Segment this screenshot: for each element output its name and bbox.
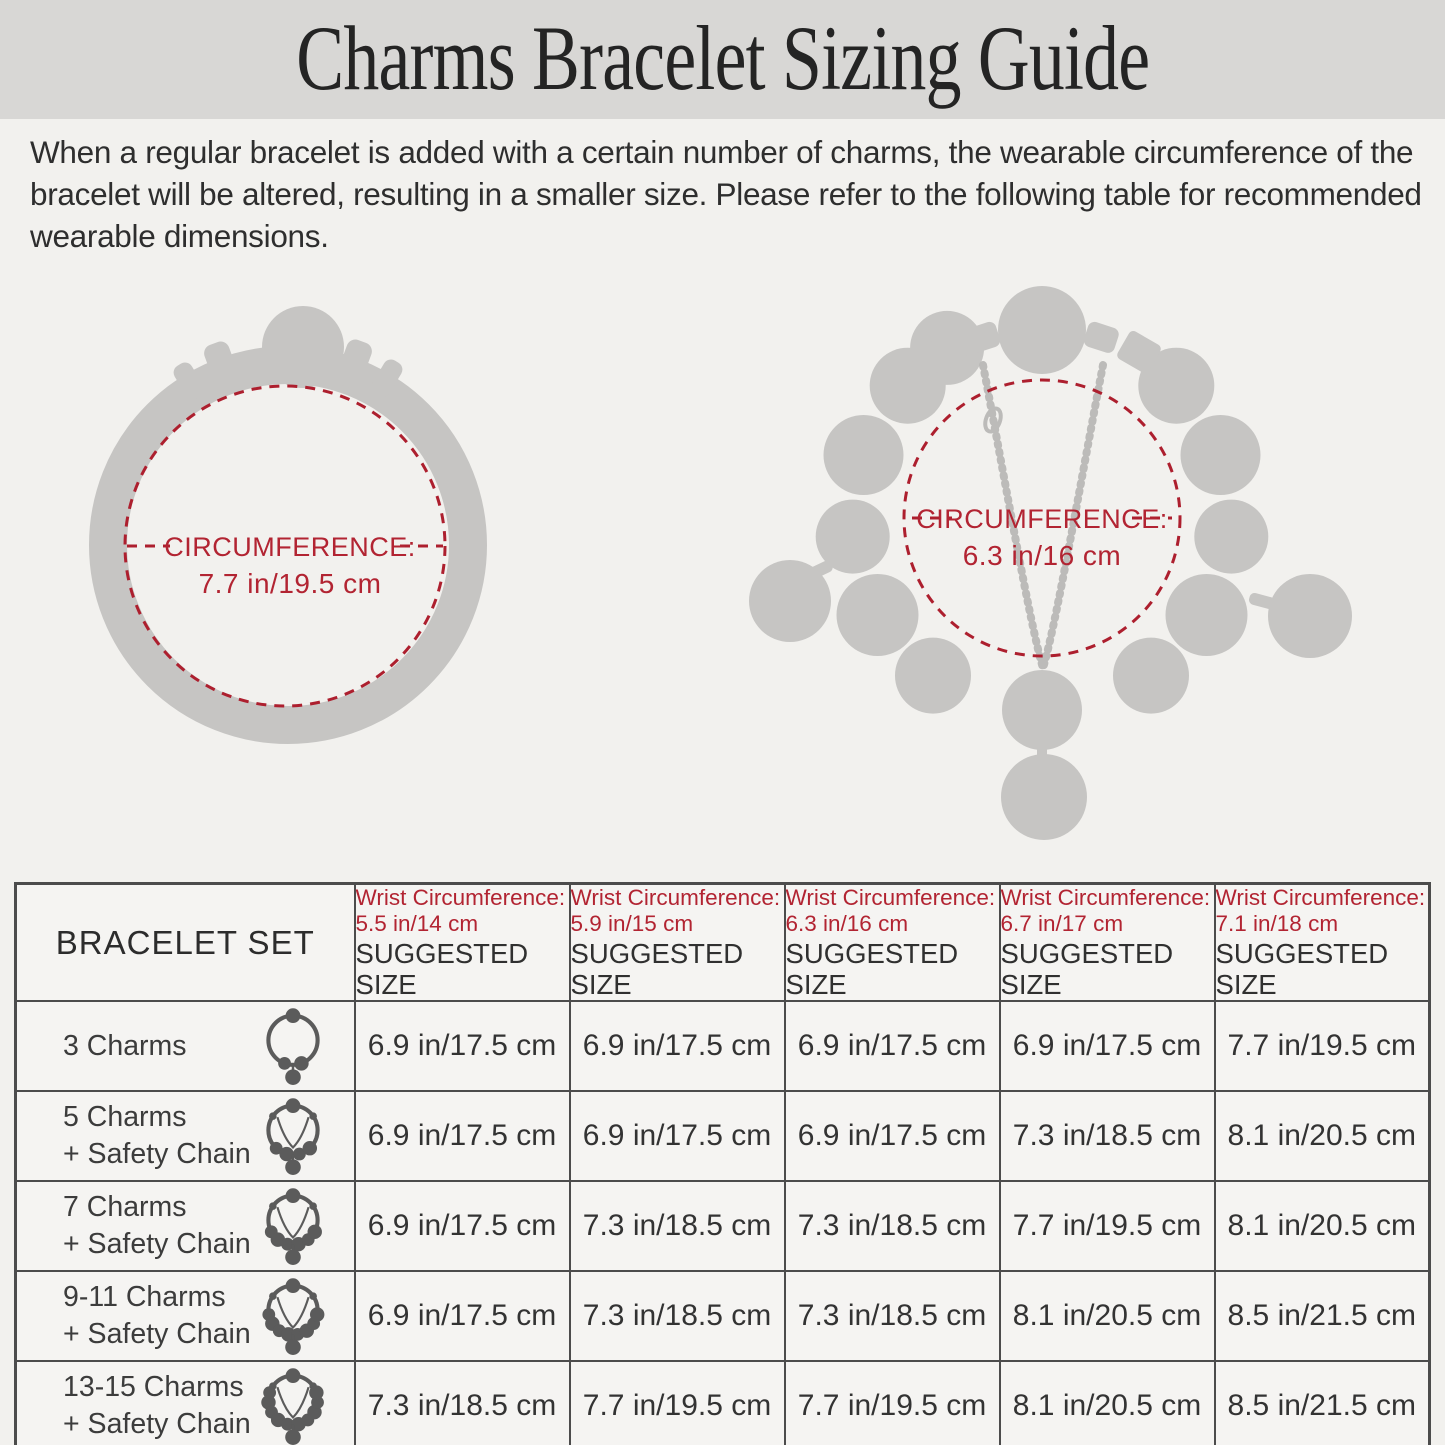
suggested-size-value: 6.9 in/17.5 cm [785,1001,1000,1091]
safety-chain-hook [982,406,1003,433]
circumference-label: CIRCUMFERENCE: [916,504,1168,534]
charm-bracelet-icon [252,1003,334,1089]
dangle-charms [749,559,1352,840]
row-label: 5 Charms [63,1101,187,1133]
suggested-size-label: SUGGESTED SIZE [1215,938,1389,1000]
wrist-circumference-value: 6.7 in/17 cm [1000,910,1124,936]
row-label: 3 Charms [63,1029,187,1062]
bracelet-set-cell [16,1181,355,1271]
wrist-circumference-value: 6.3 in/16 cm [785,910,909,936]
clasp-bead [262,306,344,388]
wrist-circumference-label: Wrist Circumference: [1215,885,1426,910]
column-header [1000,884,1215,1002]
intro-text: When a regular bracelet is added with a certain number of charms, the wearable circumference of the bracelet will be altered, resulting in a smaller size. Please refer to the following table for recommended wearable dimensions. [30,134,1422,254]
circumference-value: 7.7 in/19.5 cm [198,568,382,599]
bracelet-band [108,365,468,725]
row-sublabel: + Safety Chain [63,1228,251,1260]
circumference-dashed-circle [904,380,1180,656]
table-row [16,1361,1430,1445]
circumference-label: CIRCUMFERENCE: [164,532,416,562]
bracelet-diagrams [0,250,1445,880]
table-header-row [16,884,1430,1002]
suggested-size-label: SUGGESTED SIZE [355,938,529,1000]
suggested-size-value: 7.7 in/19.5 cm [1000,1181,1215,1271]
wrist-circumference-label: Wrist Circumference: [355,885,566,910]
bracelet-set-cell [16,1001,355,1091]
row-sublabel: + Safety Chain [63,1318,251,1350]
column-header [570,884,785,1002]
circumference-dashed-circle [125,386,445,706]
suggested-size-value: 8.1 in/20.5 cm [1000,1271,1215,1361]
suggested-size-value: 8.1 in/20.5 cm [1215,1091,1430,1181]
suggested-size-value: 7.3 in/18.5 cm [785,1271,1000,1361]
suggested-size-value: 6.9 in/17.5 cm [355,1091,570,1181]
table-corner-header: BRACELET SET [16,884,355,1002]
wrist-circumference-label: Wrist Circumference: [1000,885,1211,910]
suggested-size-label: SUGGESTED SIZE [570,938,744,1000]
plain-bracelet-diagram [108,306,468,725]
circumference-value: 6.3 in/16 cm [962,540,1122,571]
sizing-table [14,882,1431,1445]
suggested-size-value: 6.9 in/17.5 cm [355,1271,570,1361]
suggested-size-value: 6.9 in/17.5 cm [785,1091,1000,1181]
charm-bracelet-diagram [749,286,1352,840]
suggested-size-value: 8.1 in/20.5 cm [1000,1361,1215,1445]
wrist-circumference-label: Wrist Circumference: [785,885,996,910]
table-row [16,1091,1430,1181]
header-band [0,0,1445,119]
charm-bracelet-icon [252,1183,334,1269]
suggested-size-value: 6.9 in/17.5 cm [570,1091,785,1181]
charm-bracelet-icon [252,1093,334,1179]
charm-beads [816,286,1269,750]
column-header [1215,884,1430,1002]
table-row [16,1001,1430,1091]
table-row [16,1181,1430,1271]
table-row [16,1271,1430,1361]
suggested-size-value: 7.3 in/18.5 cm [355,1361,570,1445]
column-header [355,884,570,1002]
suggested-size-value: 8.5 in/21.5 cm [1215,1361,1430,1445]
charm-bracelet-icon [252,1273,334,1359]
suggested-size-label: SUGGESTED SIZE [785,938,959,1000]
suggested-size-value: 6.9 in/17.5 cm [355,1181,570,1271]
wrist-circumference-label: Wrist Circumference: [570,885,781,910]
suggested-size-value: 7.7 in/19.5 cm [1215,1001,1430,1091]
band-stoppers [171,337,406,402]
row-sublabel: + Safety Chain [63,1138,251,1170]
suggested-size-value: 7.3 in/18.5 cm [570,1271,785,1361]
wrist-circumference-value: 5.9 in/15 cm [570,910,694,936]
suggested-size-value: 7.7 in/19.5 cm [785,1361,1000,1445]
suggested-size-value: 6.9 in/17.5 cm [355,1001,570,1091]
suggested-size-value: 8.1 in/20.5 cm [1215,1181,1430,1271]
safety-chain [983,365,1103,668]
suggested-size-value: 6.9 in/17.5 cm [570,1001,785,1091]
bracelet-set-cell [16,1361,355,1445]
column-header [785,884,1000,1002]
suggested-size-value: 6.9 in/17.5 cm [1000,1001,1215,1091]
bracelet-set-cell [16,1271,355,1361]
suggested-size-value: 7.3 in/18.5 cm [1000,1091,1215,1181]
suggested-size-value: 8.5 in/21.5 cm [1215,1271,1430,1361]
suggested-size-value: 7.3 in/18.5 cm [570,1181,785,1271]
suggested-size-value: 7.3 in/18.5 cm [785,1181,1000,1271]
clasp-links [921,320,1162,375]
row-label: 7 Charms [63,1191,187,1223]
row-label: 9-11 Charms [63,1281,226,1313]
charm-bracelet-icon [252,1363,334,1445]
page-title: Charms Bracelet Sizing Guide [295,6,1149,109]
bracelet-set-cell [16,1091,355,1181]
wrist-circumference-value: 5.5 in/14 cm [355,910,479,936]
suggested-size-value: 7.7 in/19.5 cm [570,1361,785,1445]
wrist-circumference-value: 7.1 in/18 cm [1215,910,1339,936]
suggested-size-label: SUGGESTED SIZE [1000,938,1174,1000]
row-label: 13-15 Charms [63,1370,244,1403]
row-sublabel: + Safety Chain [63,1407,251,1440]
